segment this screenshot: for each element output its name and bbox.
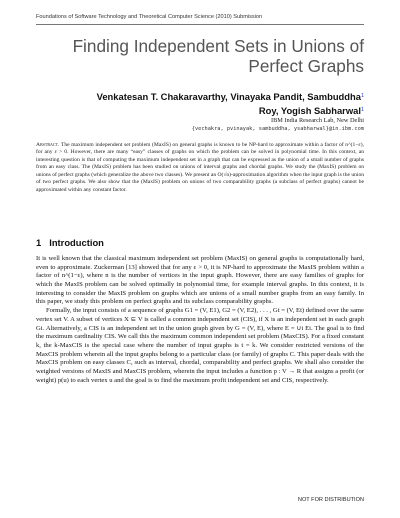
introduction-body: [36, 255, 364, 385]
running-head: Foundations of Software Technology and Theoretical Computer Science (2010) Submission: [36, 14, 263, 20]
author-line-1: [36, 90, 364, 104]
abstract: [36, 142, 364, 194]
author-emails: {vechakra, pvinayak, sambuddha, ysabharwal}@in.ibm.com: [191, 126, 364, 132]
section-heading-introduction: [36, 237, 104, 248]
section-title: Introduction: [49, 237, 104, 248]
abstract-label: Abstract.: [36, 142, 60, 148]
section-number: 1: [36, 237, 42, 248]
paragraph-2: Formally, the input consists of a sequence of graphs G1 = (V, E1), G2 = (V, E2), . . . , Gt = (V, Et) defined over the same vertex set V. A subset of vertices X ⊆ V is called a common independent set (CIS), if X is an independent set in each graph Gi. Alternatively, a CIS is an independent set in the union graph given by G = (V, E), where E = ∪i Ei. The goal is to find the maximum cardinality CIS. We call this the maximum common independent set problem (MaxCIS). For a fixed constant k, the k-MaxCIS is the special case where the number of input graphs is t = k. We consider restricted versions of the MaxCIS problem wherein all the input graphs belong to a particular class (or family) of graphs C. This paper deals with the MaxCIS problem on easy classes C, such as interval, chordal, comparability and perfect graphs. We shall also consider the weighted versions of MaxIS and MaxCIS problem, wherein the input includes a function p : V → R that assigns a profit (or weight) p(u) to each vertex u and the goal is to find the maximum profit independent set and CIS, respectively.: [36, 307, 364, 384]
affiliation-mark: 1: [360, 106, 364, 113]
author-list: [36, 90, 364, 117]
distribution-notice: NOT FOR DISTRIBUTION: [297, 497, 364, 503]
header-rule: [36, 24, 364, 25]
paper-title: Finding Independent Sets in Unions of Perfect Graphs: [72, 36, 364, 76]
paragraph-1: It is well known that the classical maximum independent set problem (MaxIS) on general graphs is computationally hard, even to approximate. Zuckerman [13] showed that for any ε > 0, it is NP-hard to approximate the MaxIS problem within a factor of n^(1−ε), where n is the number of vertices in the input graph. However, there are easy families of graphs for which the MaxIS problem can be solved optimally in polynomial time, for example interval graphs. In this context, it is interesting to consider the MaxIS problem on graphs which are unions of a small number graphs from an easy family. In this paper, we study this problem on perfect graphs and its subclass comparability graphs.: [36, 255, 364, 306]
author-names-2: Roy, Yogish Sabharwal: [258, 104, 361, 116]
affiliation: IBM India Research Lab, New Delhi: [270, 117, 364, 124]
affiliation-mark: 1: [360, 93, 364, 99]
author-names-1: Venkatesan T. Chakaravarthy, Vinayaka Pandit, Sambuddha: [96, 91, 361, 102]
author-line-2: [36, 104, 364, 118]
abstract-text: The maximum independent set problem (MaxIS) on general graphs is known to be NP-hard to approximate within a factor of n^(1−ε), for any ε > 0. However, there are many “easy” classes of graphs on which the problem can be solved in polynomial time. In this context, an interesting question is that of computing the maximum independent set in a graph that can be expressed as the union of a small number of graphs from an easy class. The (MaxIS) problem has been studied on unions of interval graphs and chordal graphs. We study the (MaxIS) problem on unions of perfect graphs (which generalize the above two classes). We present an O(√n)-approximation algorithm when the input graph is the union of two perfect graphs. We also show that the (MaxIS) problem on unions of two comparability graphs (a subclass of perfect graphs) cannot be approximated within any constant factor.: [36, 142, 364, 193]
